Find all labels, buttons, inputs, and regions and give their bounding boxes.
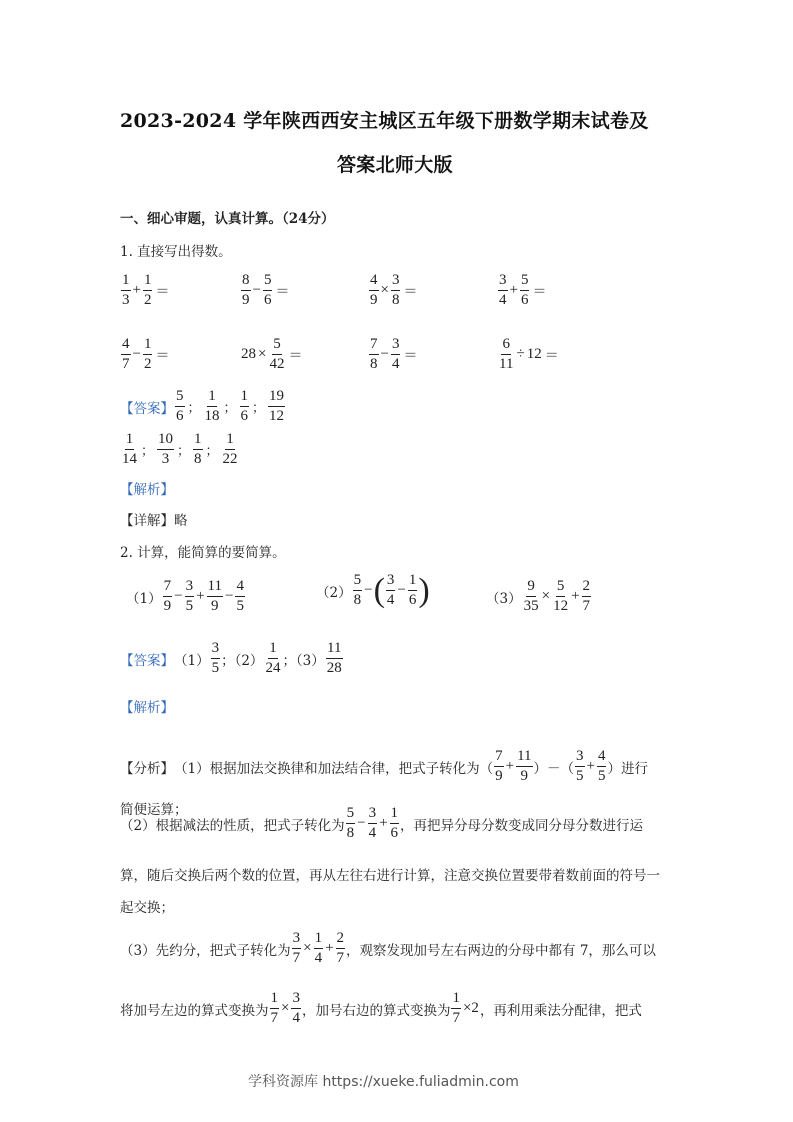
q1-item <box>240 336 302 373</box>
numerator: 3 <box>386 572 396 591</box>
numerator: 1 <box>408 572 418 591</box>
numerator: 3 <box>368 805 378 824</box>
analysis-line-3 <box>120 930 656 967</box>
denominator: 4 <box>386 592 395 608</box>
fraction <box>498 336 514 373</box>
operator: + <box>325 940 334 956</box>
operator: × <box>303 940 312 956</box>
answer-part-label: ；（3） <box>282 652 325 669</box>
denominator: 7 <box>452 1010 460 1026</box>
operator: + <box>132 282 141 298</box>
numerator: 4 <box>121 336 131 355</box>
analysis-3-text-b: ，观察发现加号左右两边的分母中都有 7，那么可以 <box>346 942 656 959</box>
fraction <box>520 272 530 309</box>
analysis-line-2b: 算，随后交换后两个数的位置，再从左往右进行计算，注意交换位置要带着数前面的符号一 <box>120 868 660 884</box>
fraction <box>163 578 173 615</box>
numerator: 3 <box>291 990 301 1009</box>
q1-item <box>497 272 546 309</box>
numerator: 1 <box>207 388 217 407</box>
answer-part-label: ；（2） <box>221 652 264 669</box>
denominator: 9 <box>495 768 503 784</box>
numerator: 7 <box>163 578 173 597</box>
operator: + <box>586 758 595 774</box>
fraction <box>386 572 396 609</box>
denominator: 18 <box>204 408 220 424</box>
q1-item <box>368 272 417 309</box>
fraction <box>494 748 504 785</box>
operator: − <box>174 588 183 604</box>
q2-expr-3 <box>486 578 592 615</box>
fraction <box>240 388 250 425</box>
analysis-1-text-a: （1）根据加法交换律和加法结合律，把式子转化为（ <box>174 760 494 777</box>
numerator: 6 <box>501 336 511 355</box>
fraction <box>185 578 195 615</box>
analysis-3-text-a: （3）先约分，把式子转化为 <box>120 942 291 959</box>
analysis-2-text-b: ，再把异分母分数变成同分母分数进行运 <box>400 817 644 834</box>
denominator: 4 <box>292 1010 300 1026</box>
denominator: 12 <box>269 408 285 424</box>
numerator: 3 <box>391 336 401 355</box>
footer-source: 学科资源库 https://xueke.fuliadmin.com <box>248 1074 519 1090</box>
detail-tag: 【详解】 <box>120 513 174 529</box>
denominator: 3 <box>161 451 170 467</box>
fraction <box>575 748 585 785</box>
denominator: 9 <box>370 292 378 308</box>
fraction <box>204 388 221 425</box>
equals-sign: ＝ <box>532 284 547 300</box>
operator: + <box>196 588 205 604</box>
denominator: 2 <box>143 356 152 372</box>
denominator: 4 <box>499 292 507 308</box>
fraction <box>391 272 401 309</box>
fraction <box>264 640 281 677</box>
question-2-label: 2. 计算，能简算的要简算。 <box>120 545 286 561</box>
q2-answers <box>174 640 344 677</box>
question-1-label: 1. 直接写出得数。 <box>120 244 232 260</box>
fraction <box>368 805 378 842</box>
fraction <box>211 640 221 677</box>
denominator: 9 <box>520 768 529 784</box>
operator: + <box>571 588 580 604</box>
fraction <box>408 572 418 609</box>
fraction <box>235 578 245 615</box>
q2-expr-2 <box>316 572 430 609</box>
page-title-line2: 答案北师大版 <box>337 154 453 176</box>
separator: ； <box>177 444 191 459</box>
denominator: 8 <box>346 825 355 841</box>
numerator: 3 <box>211 640 221 659</box>
separator: ； <box>141 444 155 459</box>
numerator: 1 <box>240 388 250 407</box>
fraction <box>369 272 379 309</box>
numerator: 1 <box>390 805 400 824</box>
part-label-1: （1） <box>126 590 162 607</box>
separator: ； <box>187 401 201 416</box>
numerator: 1 <box>121 272 131 291</box>
denominator: 4 <box>368 825 377 841</box>
part-label-2: （2） <box>316 584 352 601</box>
q1-item <box>240 272 289 309</box>
number: 28 <box>241 346 256 362</box>
answer-tag-2: 【答案】 <box>120 652 174 669</box>
numerator: 5 <box>556 578 566 597</box>
fraction <box>552 578 569 615</box>
q1-answer-row-2 <box>120 431 240 468</box>
analysis-line-1 <box>120 748 648 785</box>
fraction <box>391 336 401 373</box>
fraction <box>292 930 302 967</box>
denominator: 6 <box>240 408 249 424</box>
fraction <box>263 272 273 309</box>
fraction <box>222 431 239 468</box>
number: 12 <box>526 346 542 362</box>
q1-item <box>120 272 169 309</box>
numerator: 5 <box>175 388 185 407</box>
separator: ； <box>252 401 266 416</box>
denominator: 7 <box>122 356 130 372</box>
operator: × <box>281 1000 290 1016</box>
denominator: 7 <box>582 598 591 614</box>
q1-item <box>368 336 417 373</box>
numerator: 2 <box>582 578 592 597</box>
equals-sign: ＝ <box>544 348 559 364</box>
denominator: 5 <box>211 660 220 676</box>
denominator: 42 <box>269 356 285 372</box>
fraction <box>336 930 346 967</box>
analysis-line-2c: 起交换； <box>120 900 174 916</box>
fraction <box>326 640 343 677</box>
numerator: 1 <box>270 990 280 1009</box>
numerator: 11 <box>207 578 223 597</box>
operator: − <box>132 346 141 362</box>
denominator: 8 <box>391 292 400 308</box>
fraction <box>241 272 251 309</box>
denominator: 8 <box>353 592 362 608</box>
operator: − <box>380 346 389 362</box>
numerator: 1 <box>268 640 278 659</box>
denominator: 12 <box>553 598 569 614</box>
numerator: 1 <box>143 272 153 291</box>
equals-sign: ＝ <box>275 284 290 300</box>
numerator: 9 <box>526 578 536 597</box>
analysis-tag-1: 【解析】 <box>120 482 174 498</box>
numerator: 7 <box>369 336 379 355</box>
denominator: 11 <box>499 356 514 372</box>
fraction <box>314 930 324 967</box>
numerator: 1 <box>225 431 235 450</box>
equals-sign: ＝ <box>155 348 170 364</box>
numerator: 1 <box>193 431 203 450</box>
analysis-3b-post: ×2 <box>462 1000 479 1016</box>
fraction <box>369 336 379 373</box>
fraction <box>121 272 131 309</box>
denominator: 6 <box>176 408 184 424</box>
page-title-line1: 2023-2024 学年陕西西安主城区五年级下册数学期末试卷及 <box>120 110 649 132</box>
denominator: 3 <box>122 292 130 308</box>
denominator: 6 <box>390 825 399 841</box>
analysis-2-text-a: （2）根据减法的性质，把式子转化为 <box>120 817 345 834</box>
operator: + <box>379 815 388 831</box>
analysis-tag-2: 【解析】 <box>120 700 174 716</box>
analysis-1-text-c: ）进行 <box>607 760 648 777</box>
fraction <box>193 431 203 468</box>
fraction <box>291 990 301 1027</box>
numerator: 5 <box>346 805 356 824</box>
operator: − <box>397 582 406 598</box>
equals-sign: ＝ <box>403 348 418 364</box>
operator: − <box>357 815 366 831</box>
numerator: 1 <box>143 336 153 355</box>
denominator: 8 <box>370 356 378 372</box>
denominator: 9 <box>211 598 219 614</box>
numerator: 4 <box>597 748 607 767</box>
operator: × <box>541 588 551 604</box>
denominator: 14 <box>122 451 137 467</box>
denominator: 5 <box>236 598 244 614</box>
q1-answer-row-1 <box>120 388 286 425</box>
fraction <box>143 272 153 309</box>
answers-list-2 <box>120 431 240 468</box>
fraction <box>143 336 153 373</box>
operator: + <box>509 282 518 298</box>
fraction <box>268 388 285 425</box>
q1-item <box>120 336 169 373</box>
denominator: 35 <box>523 598 539 614</box>
equals-sign: ＝ <box>288 348 303 364</box>
denominator: 28 <box>326 660 342 676</box>
q1-item <box>497 336 559 373</box>
numerator: 3 <box>575 748 585 767</box>
section-heading: 一、细心审题，认真计算。（24分） <box>120 211 335 227</box>
numerator: 8 <box>241 272 251 291</box>
numerator: 4 <box>235 578 245 597</box>
operator: − <box>252 282 261 298</box>
denominator: 5 <box>576 768 584 784</box>
separator: ； <box>205 444 219 459</box>
operator: + <box>505 758 515 774</box>
denominator: 6 <box>408 592 417 608</box>
fraction <box>346 805 356 842</box>
detail-line <box>120 509 188 529</box>
operator: − <box>224 588 234 604</box>
fraction <box>582 578 592 615</box>
denominator: 9 <box>163 598 172 614</box>
fraction <box>390 805 400 842</box>
numerator: 3 <box>292 930 302 949</box>
fraction <box>353 572 363 609</box>
numerator: 5 <box>353 572 363 591</box>
numerator: 5 <box>272 336 282 355</box>
numerator: 2 <box>336 930 346 949</box>
fraction <box>121 336 131 373</box>
numerator: 19 <box>268 388 285 407</box>
left-paren: ( <box>373 571 385 609</box>
numerator: 5 <box>520 272 530 291</box>
q2-expr-1 <box>126 578 246 615</box>
equals-sign: ＝ <box>403 284 418 300</box>
fraction <box>270 990 280 1027</box>
right-paren: ) <box>418 571 430 609</box>
fenxi-tag: 【分析】 <box>120 760 174 777</box>
numerator: 4 <box>369 272 379 291</box>
numerator: 10 <box>157 431 174 450</box>
denominator: 2 <box>143 292 152 308</box>
denominator: 4 <box>314 950 323 966</box>
denominator: 6 <box>263 292 272 308</box>
fraction <box>157 431 174 468</box>
analysis-3b-text-b: ，加号右边的算式变换为 <box>301 1002 451 1019</box>
analysis-line-1b: 简便运算； <box>120 802 188 818</box>
denominator: 8 <box>194 451 202 467</box>
numerator: 5 <box>263 272 273 291</box>
fraction <box>121 431 138 468</box>
denominator: 5 <box>185 598 194 614</box>
denominator: 4 <box>391 356 400 372</box>
fraction <box>175 388 185 425</box>
analysis-line-2-content <box>120 805 643 842</box>
fraction <box>597 748 607 785</box>
answer-part-label: （1） <box>174 652 210 669</box>
denominator: 7 <box>270 1010 278 1026</box>
denominator: 5 <box>597 768 606 784</box>
denominator: 7 <box>336 950 345 966</box>
answer-tag: 【答案】 <box>120 400 174 417</box>
operator: × <box>380 282 389 298</box>
operator: − <box>364 582 373 598</box>
fraction <box>207 578 223 615</box>
numerator: 3 <box>185 578 195 597</box>
analysis-3b-text-c: ，再利用乘法分配律，把式 <box>479 1002 642 1019</box>
analysis-1-text-b: ）－（ <box>533 760 575 777</box>
fraction <box>451 990 461 1027</box>
analysis-line-3b <box>120 990 642 1027</box>
equals-sign: ＝ <box>155 284 170 300</box>
numerator: 3 <box>498 272 508 291</box>
fraction <box>498 272 508 309</box>
numerator: 7 <box>494 748 504 767</box>
fraction <box>268 336 285 373</box>
denominator: 6 <box>520 292 529 308</box>
denominator: 24 <box>265 660 281 676</box>
analysis-3b-text-a: 将加号左边的算式变换为 <box>120 1002 269 1019</box>
numerator: 11 <box>326 640 342 659</box>
denominator: 22 <box>222 451 238 467</box>
numerator: 1 <box>451 990 461 1009</box>
numerator: 1 <box>314 930 324 949</box>
numerator: 11 <box>516 748 532 767</box>
numerator: 1 <box>125 431 135 450</box>
detail-text: 略 <box>174 513 188 529</box>
fraction <box>516 748 532 785</box>
q2-answer-row <box>120 640 344 677</box>
separator: ； <box>223 401 237 416</box>
denominator: 7 <box>292 950 301 966</box>
operator: ÷ <box>516 346 525 362</box>
fraction <box>523 578 540 615</box>
denominator: 9 <box>242 292 250 308</box>
part-label-3: （3） <box>486 590 522 607</box>
answers-list-1 <box>174 388 286 425</box>
numerator: 3 <box>391 272 401 291</box>
operator: × <box>258 346 267 362</box>
